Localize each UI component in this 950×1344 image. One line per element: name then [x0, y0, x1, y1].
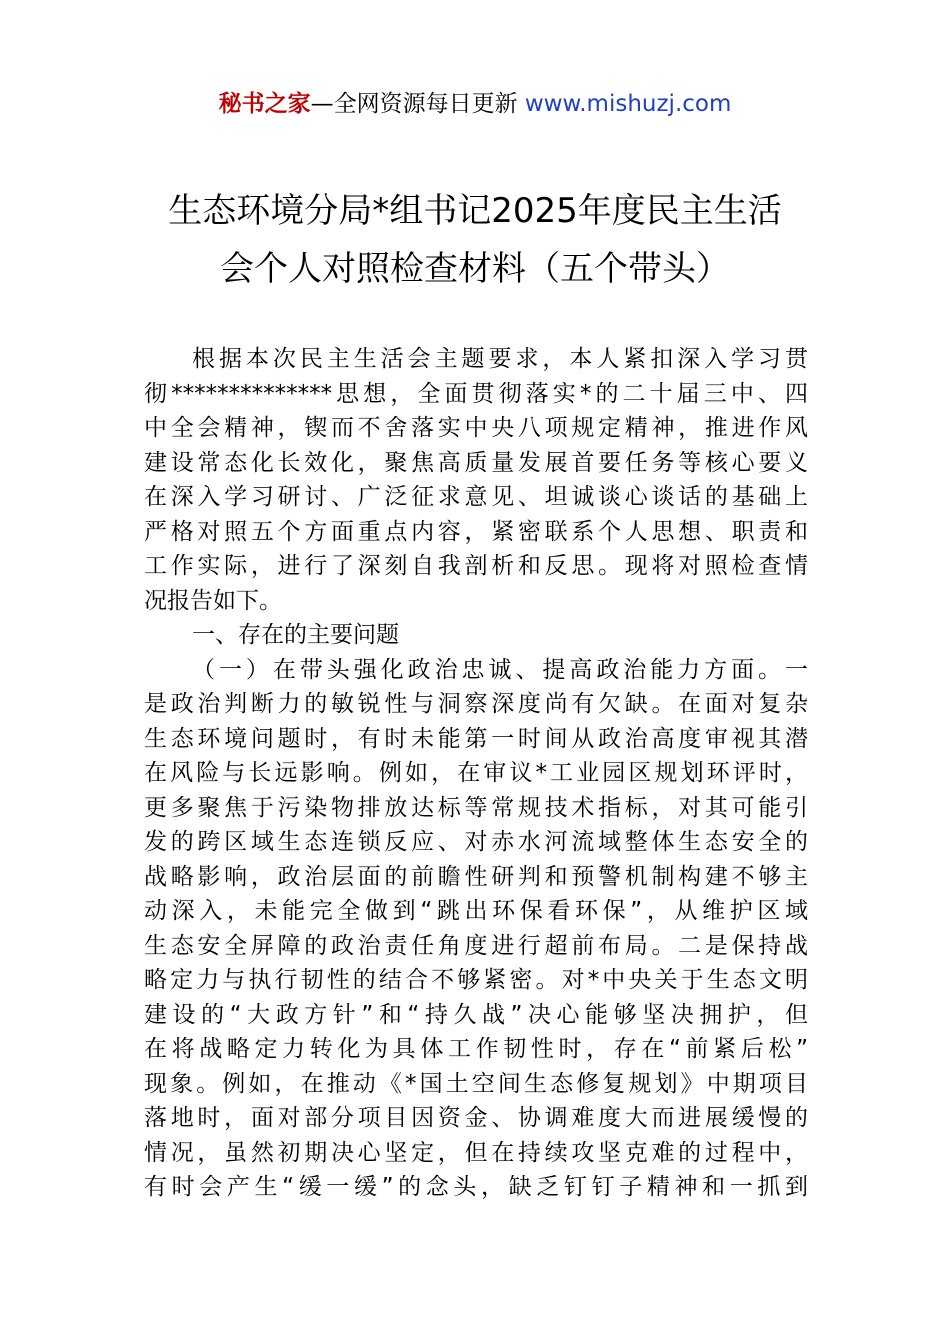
body-line: 工作实际，进行了深刻自我剖析和反思。现将对照检查情 — [144, 553, 808, 579]
body-line: 况报告如下。 — [144, 587, 282, 614]
body-line: 发的跨区域生态连锁反应、对赤水河流域整体生态安全的 — [144, 829, 808, 855]
body-line: 更多聚焦于污染物排放达标等常规技术指标，对其可能引 — [144, 794, 808, 821]
title-line-2: 会个人对照检查材料（五个带头） — [220, 249, 730, 289]
body-line: 在深入学习研讨、广泛征求意见、坦诚谈心谈话的基础上 — [144, 484, 808, 510]
body-line: （一）在带头强化政治忠诚、提高政治能力方面。一 — [192, 656, 808, 683]
body-line: 建设常态化长效化，聚焦高质量发展首要任务等核心要义 — [144, 449, 808, 476]
body-line: 略定力与执行韧性的结合不够紧密。对*中央关于生态文明 — [144, 967, 808, 993]
body-line: 战略影响，政治层面的前瞻性研判和预警机制构建不够主 — [144, 863, 808, 890]
title-line-1: 生态环境分局*组书记2025年度民主生活 — [168, 191, 782, 231]
body-line: 彻**************思想，全面贯彻落实*的二十届三中、四 — [144, 380, 808, 407]
body-line: 动深入，未能完全做到“跳出环保看环保”，从维护区域 — [144, 898, 808, 924]
body-line: 在将战略定力转化为具体工作韧性时，存在“前紧后松” — [144, 1036, 808, 1062]
body-line: 有时会产生“缓一缓”的念头，缺乏钉钉子精神和一抓到 — [144, 1174, 808, 1200]
section-heading: 一、存在的主要问题 — [192, 622, 399, 648]
body-line: 是政治判断力的敏锐性与洞察深度尚有欠缺。在面对复杂 — [144, 691, 808, 717]
site-brand: 秘书之家 — [218, 91, 311, 117]
body-line: 情况，虽然初期决心坚定，但在持续攻坚克难的过程中， — [144, 1139, 808, 1166]
site-url-link[interactable]: www.mishuzj.com — [517, 91, 732, 117]
body-line: 落地时，面对部分项目因资金、协调难度大而进展缓慢的 — [144, 1105, 808, 1131]
body-line: 根据本次民主生活会主题要求，本人紧扣深入学习贯 — [192, 346, 808, 372]
site-tagline: —全网资源每日更新 — [310, 91, 518, 117]
body-line: 现象。例如，在推动《*国土空间生态修复规划》中期项目 — [144, 1070, 808, 1097]
body-line: 严格对照五个方面重点内容，紧密联系个人思想、职责和 — [144, 518, 808, 545]
body-line: 生态安全屏障的政治责任角度进行超前布局。二是保持战 — [144, 932, 808, 959]
document-body — [144, 342, 808, 1205]
body-line: 建设的“大政方针”和“持久战”决心能够坚决拥护，但 — [144, 1001, 808, 1028]
body-line: 生态环境问题时，有时未能第一时间从政治高度审视其潜 — [144, 725, 808, 752]
body-line: 中全会精神，锲而不舍落实中央八项规定精神，推进作风 — [144, 415, 808, 441]
site-header — [0, 86, 950, 122]
body-line: 在风险与长远影响。例如，在审议*工业园区规划环评时， — [144, 760, 808, 786]
document-title — [0, 182, 950, 298]
